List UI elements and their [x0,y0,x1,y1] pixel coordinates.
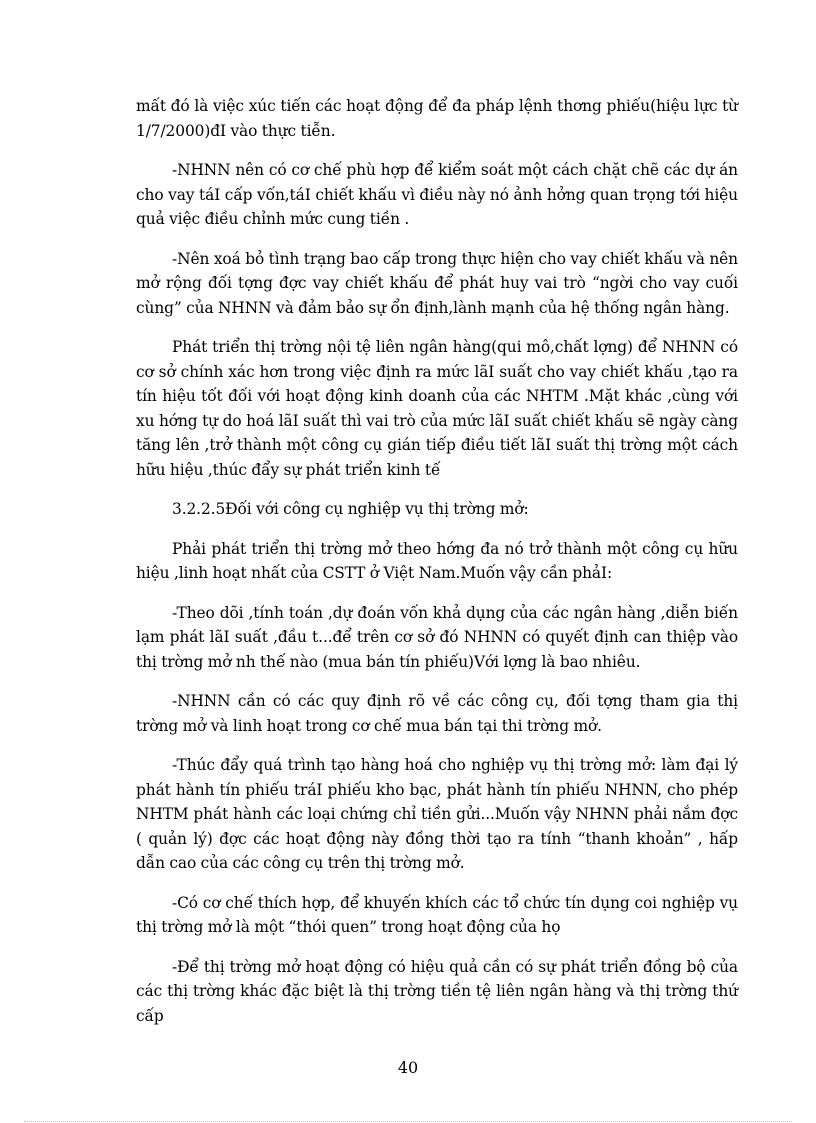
paragraph-interbank-market: Phát triển thị trờng nội tệ liên ngân hàng(qui mô,chất lợng) để NHNN có cơ sở chính xác hơn trong việc định ra mức lãI suất cho vay chiết khấu ,tạo ra tín hiệu tốt đối với hoạt động kinh doanh của các NHTM .Mặt khác ,cùng với xu hớng tự do hoá lãI suất thì vai trò của mức lãI suất chiết khấu sẽ ngày càng tăng lên ,trở thành một công cụ gián tiếp điều tiết lãI suất thị trờng một cách hữu hiệu ,thúc đẩy sự phát triển kinh tế [136,338,738,479]
page-number: 40 [397,1058,419,1077]
paragraph-open-market-development: Phải phát triển thị trờng mở theo hớng đa nó trở thành một công cụ hữu hiệu ,linh hoạt nhất của CSTT ở Việt Nam.Muốn vậy cần phảI: [136,539,738,582]
section-heading-open-market: 3.2.2.5Đối với công cụ nghiệp vụ thị trờng mở: [172,500,529,518]
paragraph-goods-creation: -Thúc đẩy quá trình tạo hàng hoá cho nghiệp vụ thị trờng mở: làm đại lý phát hành tín phiếu tráI phiếu kho bạc, phát hành tín phiếu NHNN, cho phép NHTM phát hành các loại chứng chỉ tiền gửi...Muốn vậy NHNN phải nắm đợc ( quản lý) đợc các hoạt động này đồng thời tạo ra tính “thanh khoản” , hấp dẫn cao của các công cụ trên thị trờng mở. [136,756,738,872]
page-body [136,94,738,1043]
page-bottom-border [24,1121,792,1122]
paragraph-subsidy-removal: -Nên xoá bỏ tình trạng bao cấp trong thực hiện cho vay chiết khấu và nên mở rộng đối tợng đợc vay chiết khấu để phát huy vai trò “ngời cho vay cuối cùng” của NHNN và đảm bảo sự ổn định,lành mạnh của hệ thống ngân hàng. [136,249,738,317]
paragraph-synchronous-development: -Để thị trờng mở hoạt động có hiệu quả cần có sự phát triển đồng bộ của các thị trờng khác đặc biệt là thị trờng tiền tệ liên ngân hàng và thị trờng thứ cấp [136,957,738,1025]
paragraph-regulations: -NHNN cần có các quy định rõ về các công cụ, đối tợng tham gia thị trờng mở và linh hoạt trong cơ chế mua bán tại thi trờng mở. [136,692,738,735]
paragraph-incentives: -Có cơ chế thích hợp, để khuyến khích các tổ chức tín dụng coi nghiệp vụ thị trờng mở là một “thói quen” trong hoạt động của họ [136,893,738,936]
paragraph-continuation: mất đó là việc xúc tiến các hoạt động để đa pháp lệnh thơng phiếu(hiệu lực từ 1/7/2000)đI vào thực tiễn. [136,97,738,140]
paragraph-monitoring: -Theo dõi ,tính toán ,dự đoán vốn khả dụng của các ngân hàng ,diễn biến lạm phát lãI suất ,đầu t...để trên cơ sở đó NHNN có quyết định can thiệp vào thị trờng mở nh thế nào (mua bán tín phiếu)Với lợng là bao nhiêu. [136,603,738,671]
paragraph-refinance-control: -NHNN nên có cơ chế phù hợp để kiểm soát một cách chặt chẽ các dự án cho vay táI cấp vốn,táI chiết khấu vì điều này nó ảnh hởng quan trọng tới hiệu quả việc điều chỉnh mức cung tiền . [136,161,738,228]
